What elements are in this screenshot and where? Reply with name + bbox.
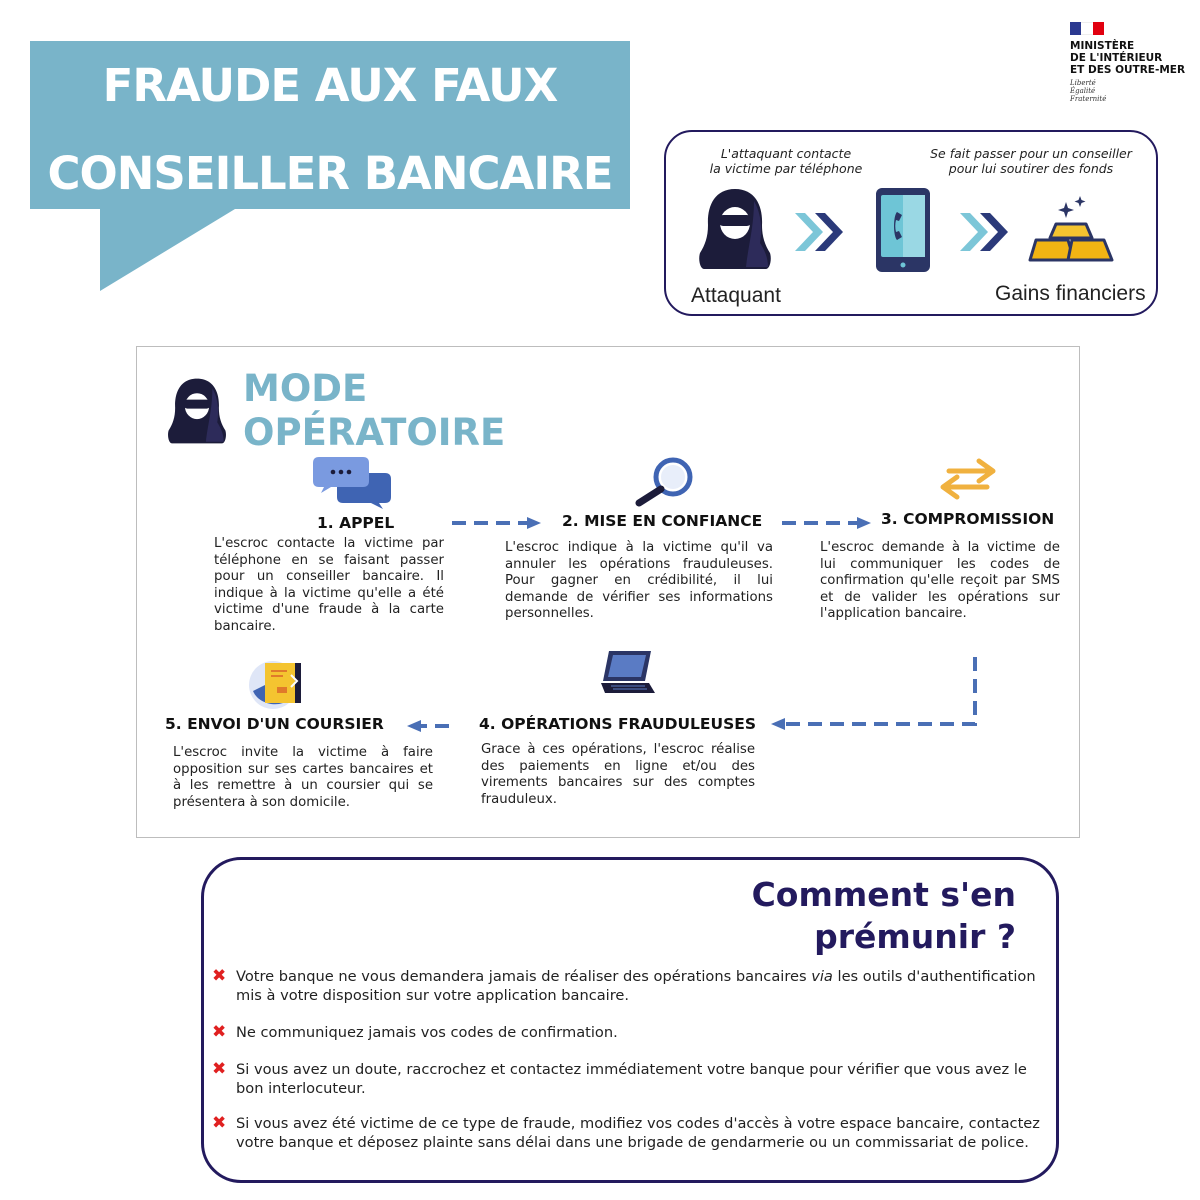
motto-liberte: Liberté	[1070, 79, 1096, 87]
ministry-name-line-1: MINISTÈRE	[1070, 40, 1135, 52]
french-flag-icon	[1070, 22, 1104, 35]
title-line-1: FRAUDE AUX FAUX	[102, 59, 558, 112]
ministry-logo	[1070, 22, 1195, 112]
step-3-title: 3. COMPROMISSION	[881, 510, 1055, 528]
motto-egalite: Égalité	[1070, 87, 1096, 95]
motto-fraternite: Fraternité	[1070, 95, 1107, 103]
title-banner	[30, 41, 630, 209]
step-4-title: 4. OPÉRATIONS FRAUDULEUSES	[479, 715, 757, 733]
tip-2: ✖ Ne communiquez jamais vos codes de confirmation.	[212, 1022, 618, 1042]
step-3-body: L'escroc demande à la victime de lui communiquer les codes de confirmation qu'elle reçoit par SMS et de valider les opérations sur l'application bancaire.	[820, 540, 1060, 622]
gains-label: Gains financiers	[995, 282, 1146, 305]
tip-3: ✖ Si vous avez un doute, raccrochez et contactez immédiatement votre banque pour vérifier que vous avez le bon interlocuteur.	[212, 1059, 1027, 1097]
arrowhead-3	[857, 517, 871, 529]
prevention-title-line-2: prémunir ?	[814, 917, 1016, 956]
caption-contact: L'attaquant contacte la victime par téléphone	[709, 146, 863, 176]
ministry-name-line-3: ET DES OUTRE-MER	[1070, 64, 1186, 76]
mode-title-line-1: MODE	[243, 367, 368, 410]
step-connectors	[137, 347, 1081, 839]
caption-impersonate: Se fait passer pour un conseiller pour lui soutirer des fonds	[930, 146, 1132, 176]
attack-summary-box	[664, 130, 1158, 316]
arrowhead-2	[527, 517, 541, 529]
step-1-body: L'escroc contacte la victime par téléphone en se faisant passer pour un conseiller bancaire. Il indique à la victime qu'elle a été victime d'une fraude à la carte bancaire.	[214, 536, 444, 634]
arrowhead-5	[407, 720, 421, 732]
step-5-title: 5. ENVOI D'UN COURSIER	[165, 715, 384, 733]
mode-title-line-2: OPÉRATOIRE	[243, 411, 506, 454]
chevrons-icon-2	[958, 209, 1010, 255]
smartphone-icon	[874, 186, 932, 274]
cross-icon: ✖	[212, 1022, 227, 1042]
chevrons-icon	[793, 209, 845, 255]
prevention-title-line-1: Comment s'en	[751, 875, 1016, 914]
cross-icon: ✖	[212, 966, 227, 986]
tip-1: ✖ Votre banque ne vous demandera jamais de réaliser des opérations bancaires via les outils d'authentification mis à votre disposition sur votre application bancaire.	[212, 966, 1036, 1004]
cross-icon: ✖	[212, 1059, 227, 1079]
step-2-title: 2. MISE EN CONFIANCE	[562, 512, 763, 530]
step-4-body: Grace à ces opérations, l'escroc réalise des paiements en ligne et/ou des virements bancaires sur des comptes frauduleux.	[481, 742, 755, 807]
prevention-box	[201, 857, 1059, 1183]
arrowhead-4	[771, 718, 785, 730]
step-5-body: L'escroc invite la victime à faire opposition sur ses cartes bancaires et à les remettre à un coursier qui se présentera à son domicile.	[173, 745, 433, 810]
title-line-2: CONSEILLER BANCAIRE	[47, 147, 613, 200]
gold-bars-icon	[1028, 194, 1114, 266]
attacker-label: Attaquant	[691, 284, 781, 307]
step-2-body: L'escroc indique à la victime qu'il va annuler les opérations frauduleuses. Pour gagner en crédibilité, il lui demande de vérifier ses informations personnelles.	[505, 540, 773, 622]
connector-3-4	[782, 657, 975, 724]
step-1-title: 1. APPEL	[317, 514, 395, 532]
mode-operatoire-panel	[136, 346, 1080, 838]
cross-icon: ✖	[212, 1113, 227, 1133]
ministry-name-line-2: DE L'INTÉRIEUR	[1070, 52, 1163, 64]
attacker-icon	[698, 187, 772, 271]
tip-4: ✖ Si vous avez été victime de ce type de fraude, modifiez vos codes d'accès à votre espace bancaire, contactez votre banque et déposez plainte sans délai dans une brigade de gendarmerie ou un commissariat de police.	[212, 1113, 1040, 1151]
